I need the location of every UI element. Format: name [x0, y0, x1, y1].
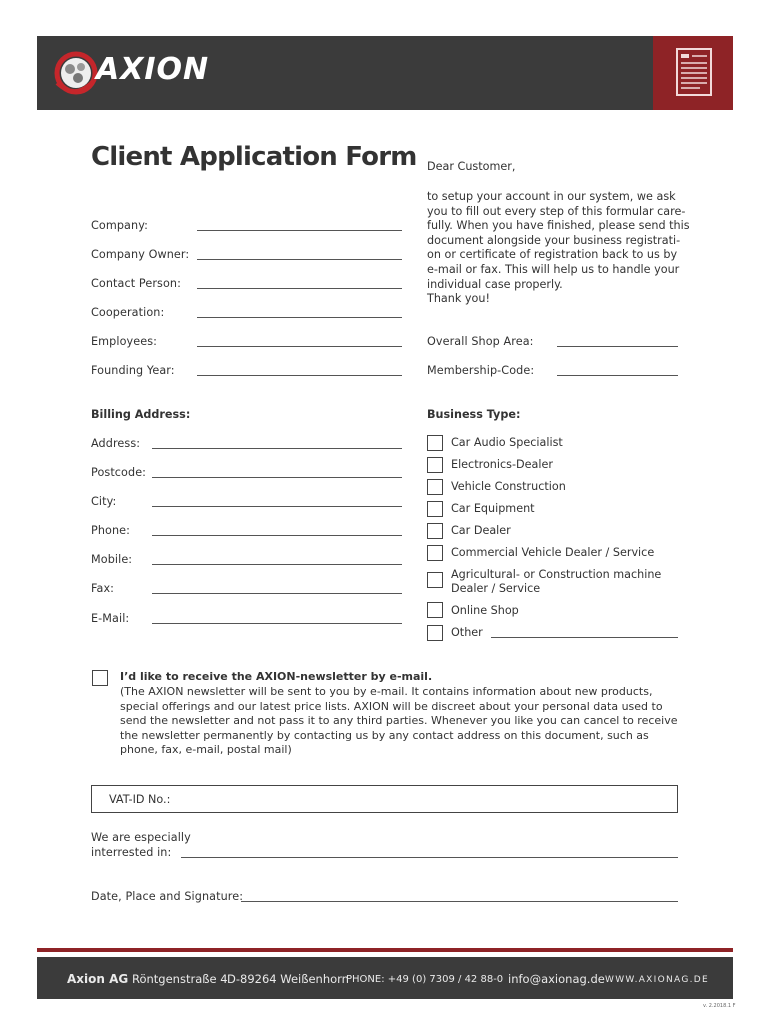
- other-input-line[interactable]: [491, 637, 678, 638]
- letter-line: Thank you!: [427, 292, 490, 306]
- business-type-checkbox[interactable]: [427, 435, 443, 451]
- letter-line: e-mail or fax. This will help us to handle your: [427, 262, 680, 276]
- document-icon: [676, 48, 712, 96]
- axion-logo-mark-icon: [52, 49, 100, 97]
- business-type-checkbox[interactable]: [427, 523, 443, 539]
- billing-field-label: City:: [91, 495, 117, 508]
- business-type-checkbox[interactable]: [427, 572, 443, 588]
- field-input-line[interactable]: [197, 346, 402, 347]
- footer-website[interactable]: WWW.AXIONAG.DE: [605, 975, 709, 985]
- footer-email[interactable]: info@axionag.de: [508, 972, 605, 986]
- footer-company: Axion AG: [67, 972, 129, 986]
- business-type-label: Vehicle Construction: [451, 480, 566, 493]
- field-label: Membership-Code:: [427, 364, 535, 377]
- interest-input-line[interactable]: [181, 857, 678, 858]
- field-input-line[interactable]: [197, 317, 402, 318]
- business-type-label: Electronics-Dealer: [451, 458, 553, 471]
- letter-line: document alongside your business registrati-: [427, 233, 681, 247]
- business-type-checkbox[interactable]: [427, 501, 443, 517]
- business-type-checkbox[interactable]: [427, 457, 443, 473]
- business-type-checkbox[interactable]: [427, 479, 443, 495]
- footer-city: D-89264 Weißenhorn: [227, 972, 349, 986]
- billing-field-label: Address:: [91, 437, 141, 450]
- business-type-checkbox[interactable]: [427, 602, 443, 618]
- business-type-label: Dealer / Service: [451, 582, 541, 595]
- billing-input-line[interactable]: [152, 448, 402, 449]
- business-type-heading: Business Type:: [427, 408, 521, 421]
- billing-field-label: Phone:: [91, 524, 131, 537]
- newsletter-checkbox[interactable]: [92, 670, 108, 686]
- field-input-line[interactable]: [197, 259, 402, 260]
- field-label: Company:: [91, 219, 148, 232]
- letter-line: individual case properly.: [427, 277, 563, 291]
- field-label: Founding Year:: [91, 364, 175, 377]
- field-label: Cooperation:: [91, 306, 165, 319]
- signature-input-line[interactable]: [241, 901, 678, 902]
- logo-wordmark: AXION: [96, 52, 210, 87]
- newsletter-text-line: the newsletter permanently by contacting us by any contact address on this document, such as: [120, 728, 649, 742]
- billing-input-line[interactable]: [152, 593, 402, 594]
- newsletter-title: I’d like to receive the AXION-newsletter by e-mail.: [120, 670, 433, 683]
- letter-body: [427, 190, 690, 307]
- newsletter-text: [120, 685, 678, 758]
- letter-line: fully. When you have finished, please send this: [427, 219, 690, 233]
- business-type-label: Online Shop: [451, 604, 519, 617]
- billing-input-line[interactable]: [152, 477, 402, 478]
- newsletter-text-line: phone, fax, e-mail, postal mail): [120, 743, 292, 757]
- billing-field-label: Postcode:: [91, 466, 147, 479]
- letter-line: on or certificate of registration back to us by: [427, 248, 678, 262]
- billing-input-line[interactable]: [152, 623, 402, 624]
- billing-address-heading: Billing Address:: [91, 408, 191, 421]
- billing-input-line[interactable]: [152, 535, 402, 536]
- interest-label-line1: We are especially: [91, 831, 191, 844]
- newsletter-text-line: (The AXION newsletter will be sent to you by e-mail. It contains information about new products,: [120, 685, 653, 698]
- field-input-line[interactable]: [197, 230, 402, 231]
- billing-field-label: Mobile:: [91, 553, 133, 566]
- signature-label: Date, Place and Signature:: [91, 890, 244, 903]
- letter-greeting: Dear Customer,: [427, 160, 516, 173]
- business-type-label: Other: [451, 626, 483, 639]
- business-type-label: Car Dealer: [451, 524, 511, 537]
- business-type-checkbox[interactable]: [427, 625, 443, 641]
- field-label: Contact Person:: [91, 277, 181, 290]
- field-label: Company Owner:: [91, 248, 190, 261]
- field-input-line[interactable]: [197, 288, 402, 289]
- business-type-checkbox[interactable]: [427, 545, 443, 561]
- business-type-label: Car Equipment: [451, 502, 535, 515]
- footer-accent-rule: [37, 948, 733, 952]
- form-title: Client Application Form: [91, 142, 417, 172]
- field-input-line[interactable]: [197, 375, 402, 376]
- business-type-label: Car Audio Specialist: [451, 436, 563, 449]
- newsletter-text-line: special offerings and our latest price lists. AXION will be discreet about your personal data used to: [120, 699, 663, 713]
- billing-field-label: E-Mail:: [91, 612, 130, 625]
- field-label: Employees:: [91, 335, 158, 348]
- vat-id-label: VAT-ID No.:: [109, 793, 171, 806]
- newsletter-text-line: send the newsletter and not pass it to any third parties. Whenever you like you can cancel to receive: [120, 714, 678, 728]
- footer-phone: PHONE: +49 (0) 7309 / 42 88-0: [346, 974, 504, 985]
- footer-street: Röntgenstraße 4: [132, 972, 228, 986]
- field-input-line[interactable]: [557, 375, 678, 376]
- business-type-label: Agricultural- or Construction machine: [451, 568, 662, 581]
- letter-line: to setup your account in our system, we ask: [427, 190, 676, 203]
- letter-line: you to fill out every step of this formular care-: [427, 204, 686, 218]
- billing-input-line[interactable]: [152, 564, 402, 565]
- business-type-label: Commercial Vehicle Dealer / Service: [451, 546, 655, 559]
- interest-label-line2: interrested in:: [91, 846, 172, 859]
- billing-field-label: Fax:: [91, 582, 115, 595]
- field-label: Overall Shop Area:: [427, 335, 534, 348]
- billing-input-line[interactable]: [152, 506, 402, 507]
- vat-id-field[interactable]: [91, 785, 678, 813]
- field-input-line[interactable]: [557, 346, 678, 347]
- version-note: v. 2.2018.1 F: [703, 1003, 736, 1009]
